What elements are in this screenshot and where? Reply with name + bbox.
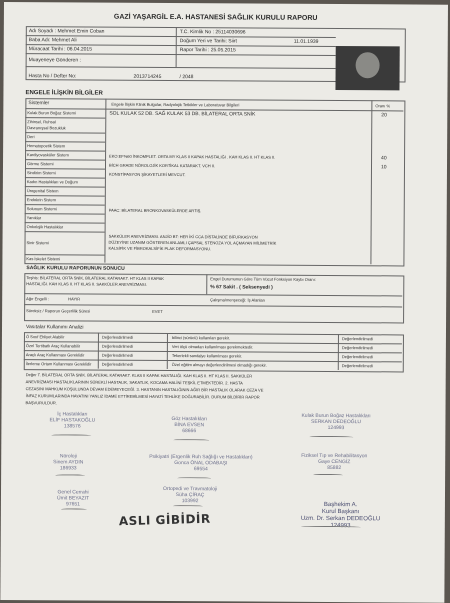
summary-line: Değer T. BİLATERAL ORTA SNİK. BİLATERAL KATARAKT. KLAS II KAPAK HASTALIĞI. KAH KLAS II. HT KLAS II. SAKKÜLER xyxy=(25,372,253,379)
finding-cardio-2: BİCH GRADE NÖROLOJİK KORTİKAL KATARAKT. VCH II. xyxy=(108,162,216,169)
finding-respiratory: PAAC: BİLATERAL BRONKOVASKÜLERDE ARTIŞ. xyxy=(108,207,202,214)
vehicle-row-label: İlerleme Ortam Kullanması Gereklidir xyxy=(25,361,92,367)
application-date: Müracaat Tarihi : 06.04.2015 xyxy=(28,46,93,53)
system-row: Zihinsel, Ruhsal xyxy=(27,119,56,125)
vehicle-row-status: Değerlendirilmedi xyxy=(101,343,134,349)
result-diagnosis-2: HASTALIĞI. KAH KLAS II. HT KLAS II. SAKKÜLER ANEVRİZMASI. xyxy=(26,281,147,287)
system-row: Kas İskelet Sistemi xyxy=(26,256,61,262)
vehicle-row-status: Değerlendirilmedi xyxy=(101,361,133,367)
result-severity-label: Engel Durumunun Göre Tüm Vücut Fonksiyon Kaybı Oranı: xyxy=(210,276,316,282)
patient-father-name: Baba Adı: Mehmet Ali xyxy=(28,37,77,44)
system-row: Ürogenital Sistem xyxy=(26,188,59,194)
system-row: Onkolojik Hastalıklar xyxy=(26,224,64,230)
system-row: Yanıklar xyxy=(26,215,42,221)
result-need: Çalışma/menşeceği: İş Alanları xyxy=(210,297,266,303)
signature-stamp: Genel Cerrahi Ümit BEYAZIT 97651 xyxy=(56,489,90,507)
result-grade-value: HAYIR xyxy=(68,296,81,302)
vehicle-row-label: Araçlı Araç Kullanması Gereklidir xyxy=(25,352,85,358)
vehicle-row-remark: bilinci (sürücü) kullanılan gerekir. xyxy=(171,335,230,341)
col-systems: Sistemler xyxy=(28,100,50,107)
signature-stamp: Ortopedi ve Travmatoloji Süha ÇİRAÇ 103992 xyxy=(163,485,218,504)
system-row: Görme Sistemi xyxy=(26,161,54,167)
rate-vision: 10 xyxy=(380,164,387,171)
referred-by: Muayeneye Gönderen : xyxy=(28,57,81,64)
vehicle-row-status: Değerlendirilmedi xyxy=(101,334,134,340)
vehicle-row-status-right: Değerlendirilmedi xyxy=(341,354,373,360)
result-diagnosis-1: Teşhis: BİLATERAL ORTA SNİK, BİLATERAL KATARAKT. HT KLAS II KAPAK xyxy=(26,275,164,281)
certified-copy-stamp: ASLI GİBİDİR xyxy=(118,511,211,529)
signature-stamp: Psikiyatri (Ergenlik Ruh Sağlığı ve Hastalıkları) Gonca ÖNAL ODABAŞI 69554 xyxy=(149,453,253,472)
system-row: Endokrin Sistem xyxy=(26,197,56,203)
system-row: Solunum Sistemi xyxy=(26,206,57,212)
vehicle-row-status-right: Değerlendirilmedi xyxy=(341,336,374,342)
vehicle-row-status: Değerlendirilmedi xyxy=(101,352,133,358)
patient-photo xyxy=(335,46,399,90)
result-header: SAĞLIK KURULU RAPORUNUN SONUCU xyxy=(26,265,125,272)
finding-neuro-1: SAKKÜLER ANEVRİZMASI. ANJİO BT: HER İKİ CCA DİSTALİNDE BİFURKASYON xyxy=(108,233,258,240)
system-row: Sinir Sistemi xyxy=(26,240,49,246)
summary-line: İNFAZ KURUMLARINDA HAYATINI YANLIZ İDAME ETTİREBİLMESİ HAYATİ TEHLİKE DOĞURABİLİR. DURUM BİLDİRİR RAPOR xyxy=(25,393,260,400)
rate-kbb: 20 xyxy=(381,112,387,119)
health-board-report xyxy=(0,2,448,603)
signature-stamp: İç Hastalıkları ELİF HASTAKOĞLU 138576 xyxy=(49,411,96,429)
signature-stamp: Kulak Burun Boğaz Hastalıkları SERKAN DEDEOĞLU 124993 xyxy=(301,412,371,431)
vehicle-row-status-right: Değerlendirilmedi xyxy=(341,363,373,369)
vehicle-row-status-right: Değerlendirilmedi xyxy=(341,345,374,351)
finding-neuro-2: DÜZEYİNE UZANIM GÖSTEREN ANLAMLI ÇAPSAL STENOZA YOL AÇMAYAN MİLİMETRİK xyxy=(108,239,277,246)
system-row: Sindirim Sistemi xyxy=(26,170,56,176)
system-row: Kadın Hastalıkları ve Doğum xyxy=(26,179,78,185)
disability-header: ENGELE İLİŞKİN BİLGİLER xyxy=(25,90,103,97)
report-title: GAZİ YAŞARGİL E.A. HASTANESİ SAĞLIK KURULU RAPORU xyxy=(113,13,318,22)
result-duration-value: EVET xyxy=(152,308,163,314)
signature-stamp: Fiziksel Tıp ve Rehabilitasyon Gaye CENGİZ 85882 xyxy=(301,452,368,471)
result-severity-value: % 67 Sakit . ( Seksenyedi ) xyxy=(210,284,273,291)
signature-stamp: Göz Hastalıkları BİNA EVSEN 68666 xyxy=(171,416,208,434)
vehicle-row-label: Ö Sınıf Ehliyet Alabilir xyxy=(25,334,65,340)
report-date: Rapor Tarihi : 25.05.2015 xyxy=(179,47,236,54)
vehicle-row-remark: Tekerlekli sandalye kullanılması gerekir. xyxy=(171,353,243,359)
protocol-number: 2013714245 xyxy=(133,73,162,80)
signature-stamp: Nöroloji Sinem AYDIN 186933 xyxy=(53,453,84,471)
summary-line: CEZASINI MAHKUM KOŞULUNDA DEVAM EDEMEYECEĞİ. 3. HASTANIN HASTALIĞININ AĞIR BİR HASTALIK OLARAK CEZA VE xyxy=(25,386,264,393)
system-row: Hematopoetik Sistem xyxy=(27,143,66,149)
chairman-stamp: Başhekim A. Kurul Başkanı Uzm. Dr. Serkan DEDEOĞLU 124993 xyxy=(300,501,381,529)
protocol-label: Hasta No / Defter No: xyxy=(28,73,77,80)
vehicle-row-remark: Veri ölçü olmadan kullanılması gerekmektedir. xyxy=(171,344,254,350)
system-row: Davranışsal Bozukluk xyxy=(27,125,66,131)
result-duration-label: Süreksiz / Raporun Geçerlilik Süresi xyxy=(26,308,91,314)
patient-tc-id: T.C. Kimlik No : 25114030696 xyxy=(179,29,246,36)
system-row: Kulak Burun Boğaz Sistemi xyxy=(27,110,76,116)
patient-birth-place: Doğum Yeri ve Tarihi: Siirt xyxy=(179,38,237,45)
summary-line: ANEVRİZMASI HASTALIKLARININ SÜREKLİ HASTALIK, SAKATLIK, KOCAMA HALİNİ TEŞKİL ETMEKTEDİR. 2. HASTA xyxy=(25,379,243,386)
system-row: Deri xyxy=(27,134,35,140)
col-rate: Oranı % xyxy=(375,103,391,109)
summary-line: BAŞVURULDUR. xyxy=(25,400,57,406)
finding-cardio-1: EKO:EF%60 İNKOMPLET. ORTA MY KLAS II KAPAK HASTALIĞI . KAH KLAS II. HT KLAS II. xyxy=(109,153,276,160)
patient-birth-date: 11.01.1939 xyxy=(293,38,319,45)
vehicle-row-remark: Özel eğitim almayı değerlendirilmesi olmadığı gerekir. xyxy=(171,362,267,368)
vehicle-row-label: Özel Tertibatlı Araç Kullanabilir xyxy=(25,343,81,349)
rate-cardio: 40 xyxy=(381,155,387,162)
finding-cardio-3: KONSTİPASYON ŞİKAYETLERİ MEVCUT. xyxy=(108,171,186,178)
col-findings: Engele İlişkin Klinik Bulgular, Radyolojik Tetkikler ve Laboratuvar Bilgileri xyxy=(111,101,240,108)
patient-name: Adı Soyadı : Mehmet Emin Coban xyxy=(28,28,105,35)
finding-neuro-3: KALSİFİK VE FİBROKALSİFİK PLAK DEFORMASYONU. xyxy=(108,245,212,252)
protocol-suffix: / 2048 xyxy=(179,74,194,81)
finding-kbb: SOL KULAK 52 DB. SAĞ KULAK 53 DB. BİLATERAL ORTA SNİK xyxy=(109,110,256,118)
system-row: Kardiyovasküler Sistem xyxy=(27,152,69,158)
result-grade-label: Ağır Engelli : xyxy=(26,296,49,302)
vehicle-header: Vasıtalar Kullanımı Analizi xyxy=(25,324,84,331)
